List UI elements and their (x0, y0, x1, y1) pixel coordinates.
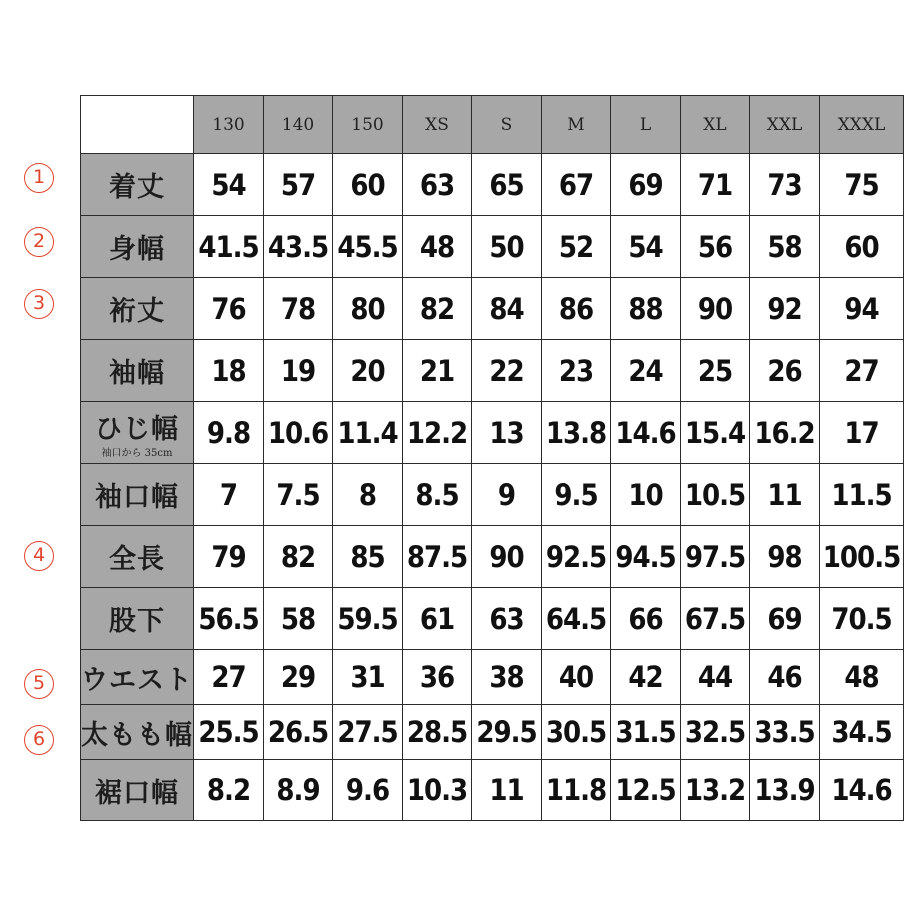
row-label-text: ひじ幅 (95, 413, 179, 445)
value-cell: 27 (820, 340, 904, 402)
value-cell: 8.2 (194, 760, 264, 821)
value-cell: 46 (750, 650, 820, 705)
value-cell: 94 (820, 278, 904, 340)
value-cell: 87.5 (403, 526, 472, 588)
value-cell: 36 (403, 650, 472, 705)
value-cell: 48 (820, 650, 904, 705)
value-cell: 56 (681, 216, 750, 278)
table-row (81, 464, 904, 526)
size-header-cell: 150 (333, 96, 403, 154)
size-table (80, 95, 904, 821)
size-header-cell: L (611, 96, 681, 154)
row-label (81, 464, 194, 526)
value-cell: 27 (194, 650, 264, 705)
value-cell: 24 (611, 340, 681, 402)
row-label (81, 526, 194, 588)
value-cell: 97.5 (681, 526, 750, 588)
value-cell: 18 (194, 340, 264, 402)
value-cell: 12.5 (611, 760, 681, 821)
value-cell: 42 (611, 650, 681, 705)
table-row (81, 278, 904, 340)
circled-number-marker: 2 (24, 227, 54, 257)
value-cell: 27.5 (333, 705, 403, 760)
value-cell: 73 (750, 154, 820, 216)
value-cell: 11.8 (542, 760, 611, 821)
value-cell: 92 (750, 278, 820, 340)
size-header-cell: XXL (750, 96, 820, 154)
value-cell: 30.5 (542, 705, 611, 760)
row-label (81, 588, 194, 650)
value-cell: 9.8 (194, 402, 264, 464)
value-cell: 69 (611, 154, 681, 216)
value-cell: 10 (611, 464, 681, 526)
table-row (81, 650, 904, 705)
value-cell: 63 (472, 588, 542, 650)
value-cell: 40 (542, 650, 611, 705)
row-label (81, 154, 194, 216)
value-cell: 33.5 (750, 705, 820, 760)
row-label (81, 278, 194, 340)
value-cell: 8.5 (403, 464, 472, 526)
value-cell: 58 (264, 588, 333, 650)
row-label-text: 股下 (109, 606, 165, 637)
value-cell: 31 (333, 650, 403, 705)
value-cell: 98 (750, 526, 820, 588)
value-cell: 41.5 (194, 216, 264, 278)
value-cell: 10.3 (403, 760, 472, 821)
value-cell: 67 (542, 154, 611, 216)
value-cell: 7 (194, 464, 264, 526)
value-cell: 15.4 (681, 402, 750, 464)
value-cell: 13.2 (681, 760, 750, 821)
value-cell: 17 (820, 402, 904, 464)
value-cell: 34.5 (820, 705, 904, 760)
value-cell: 25 (681, 340, 750, 402)
value-cell: 20 (333, 340, 403, 402)
value-cell: 23 (542, 340, 611, 402)
table-row (81, 526, 904, 588)
value-cell: 11 (472, 760, 542, 821)
circled-number-marker: 6 (24, 725, 54, 755)
header-row (81, 96, 904, 154)
size-header-cell: XS (403, 96, 472, 154)
size-header-cell: XL (681, 96, 750, 154)
table-row (81, 588, 904, 650)
value-cell: 45.5 (333, 216, 403, 278)
row-label-text: 裄丈 (109, 296, 165, 327)
value-cell: 66 (611, 588, 681, 650)
value-cell: 26.5 (264, 705, 333, 760)
table-row (81, 402, 904, 464)
value-cell: 12.2 (403, 402, 472, 464)
value-cell: 7.5 (264, 464, 333, 526)
value-cell: 11.4 (333, 402, 403, 464)
value-cell: 94.5 (611, 526, 681, 588)
table-row (81, 154, 904, 216)
value-cell: 52 (542, 216, 611, 278)
size-header-cell: 130 (194, 96, 264, 154)
value-cell: 38 (472, 650, 542, 705)
row-label-text: 着丈 (109, 172, 165, 203)
row-label-text: 袖口幅 (95, 482, 179, 513)
value-cell: 60 (820, 216, 904, 278)
value-cell: 16.2 (750, 402, 820, 464)
value-cell: 67.5 (681, 588, 750, 650)
value-cell: 80 (333, 278, 403, 340)
size-header-cell: S (472, 96, 542, 154)
value-cell: 22 (472, 340, 542, 402)
value-cell: 75 (820, 154, 904, 216)
value-cell: 76 (194, 278, 264, 340)
value-cell: 50 (472, 216, 542, 278)
value-cell: 82 (264, 526, 333, 588)
size-header-cell: XXXL (820, 96, 904, 154)
value-cell: 43.5 (264, 216, 333, 278)
value-cell: 60 (333, 154, 403, 216)
value-cell: 9.6 (333, 760, 403, 821)
value-cell: 86 (542, 278, 611, 340)
value-cell: 85 (333, 526, 403, 588)
row-label (81, 650, 194, 705)
value-cell: 82 (403, 278, 472, 340)
value-cell: 11.5 (820, 464, 904, 526)
value-cell: 26 (750, 340, 820, 402)
value-cell: 19 (264, 340, 333, 402)
row-label (81, 760, 194, 821)
row-label (81, 705, 194, 760)
value-cell: 59.5 (333, 588, 403, 650)
value-cell: 8 (333, 464, 403, 526)
table-row (81, 340, 904, 402)
value-cell: 44 (681, 650, 750, 705)
value-cell: 9 (472, 464, 542, 526)
value-cell: 14.6 (611, 402, 681, 464)
value-cell: 13.8 (542, 402, 611, 464)
value-cell: 92.5 (542, 526, 611, 588)
value-cell: 58 (750, 216, 820, 278)
value-cell: 11 (750, 464, 820, 526)
value-cell: 54 (611, 216, 681, 278)
value-cell: 100.5 (820, 526, 904, 588)
row-label (81, 402, 194, 464)
value-cell: 10.6 (264, 402, 333, 464)
value-cell: 31.5 (611, 705, 681, 760)
row-label-note: 袖口から 35cm (101, 447, 173, 459)
value-cell: 13 (472, 402, 542, 464)
value-cell: 9.5 (542, 464, 611, 526)
row-label (81, 216, 194, 278)
table-row (81, 216, 904, 278)
value-cell: 70.5 (820, 588, 904, 650)
row-label-text: 袖幅 (109, 358, 165, 389)
row-label (81, 340, 194, 402)
circled-number-marker: 1 (24, 163, 54, 193)
value-cell: 29 (264, 650, 333, 705)
table-row (81, 705, 904, 760)
row-label-text: 全長 (109, 544, 165, 575)
value-cell: 21 (403, 340, 472, 402)
value-cell: 90 (472, 526, 542, 588)
value-cell: 13.9 (750, 760, 820, 821)
value-cell: 90 (681, 278, 750, 340)
value-cell: 8.9 (264, 760, 333, 821)
value-cell: 14.6 (820, 760, 904, 821)
size-header-cell: M (542, 96, 611, 154)
corner-cell (81, 96, 194, 154)
circled-number-marker: 3 (24, 289, 54, 319)
value-cell: 84 (472, 278, 542, 340)
row-label-text: 裾口幅 (95, 777, 179, 809)
value-cell: 69 (750, 588, 820, 650)
value-cell: 10.5 (681, 464, 750, 526)
value-cell: 61 (403, 588, 472, 650)
value-cell: 56.5 (194, 588, 264, 650)
value-cell: 48 (403, 216, 472, 278)
value-cell: 88 (611, 278, 681, 340)
value-cell: 54 (194, 154, 264, 216)
row-label-text: 身幅 (109, 234, 165, 265)
value-cell: 64.5 (542, 588, 611, 650)
value-cell: 25.5 (194, 705, 264, 760)
value-cell: 29.5 (472, 705, 542, 760)
value-cell: 79 (194, 526, 264, 588)
size-header-cell: 140 (264, 96, 333, 154)
value-cell: 32.5 (681, 705, 750, 760)
value-cell: 57 (264, 154, 333, 216)
value-cell: 78 (264, 278, 333, 340)
value-cell: 63 (403, 154, 472, 216)
circled-number-marker: 5 (24, 669, 54, 699)
value-cell: 65 (472, 154, 542, 216)
row-label-text: 太もも幅 (81, 719, 193, 751)
row-label-text: ウエスト (81, 664, 193, 696)
value-cell: 28.5 (403, 705, 472, 760)
circled-number-marker: 4 (24, 541, 54, 571)
table-row (81, 760, 904, 821)
value-cell: 71 (681, 154, 750, 216)
